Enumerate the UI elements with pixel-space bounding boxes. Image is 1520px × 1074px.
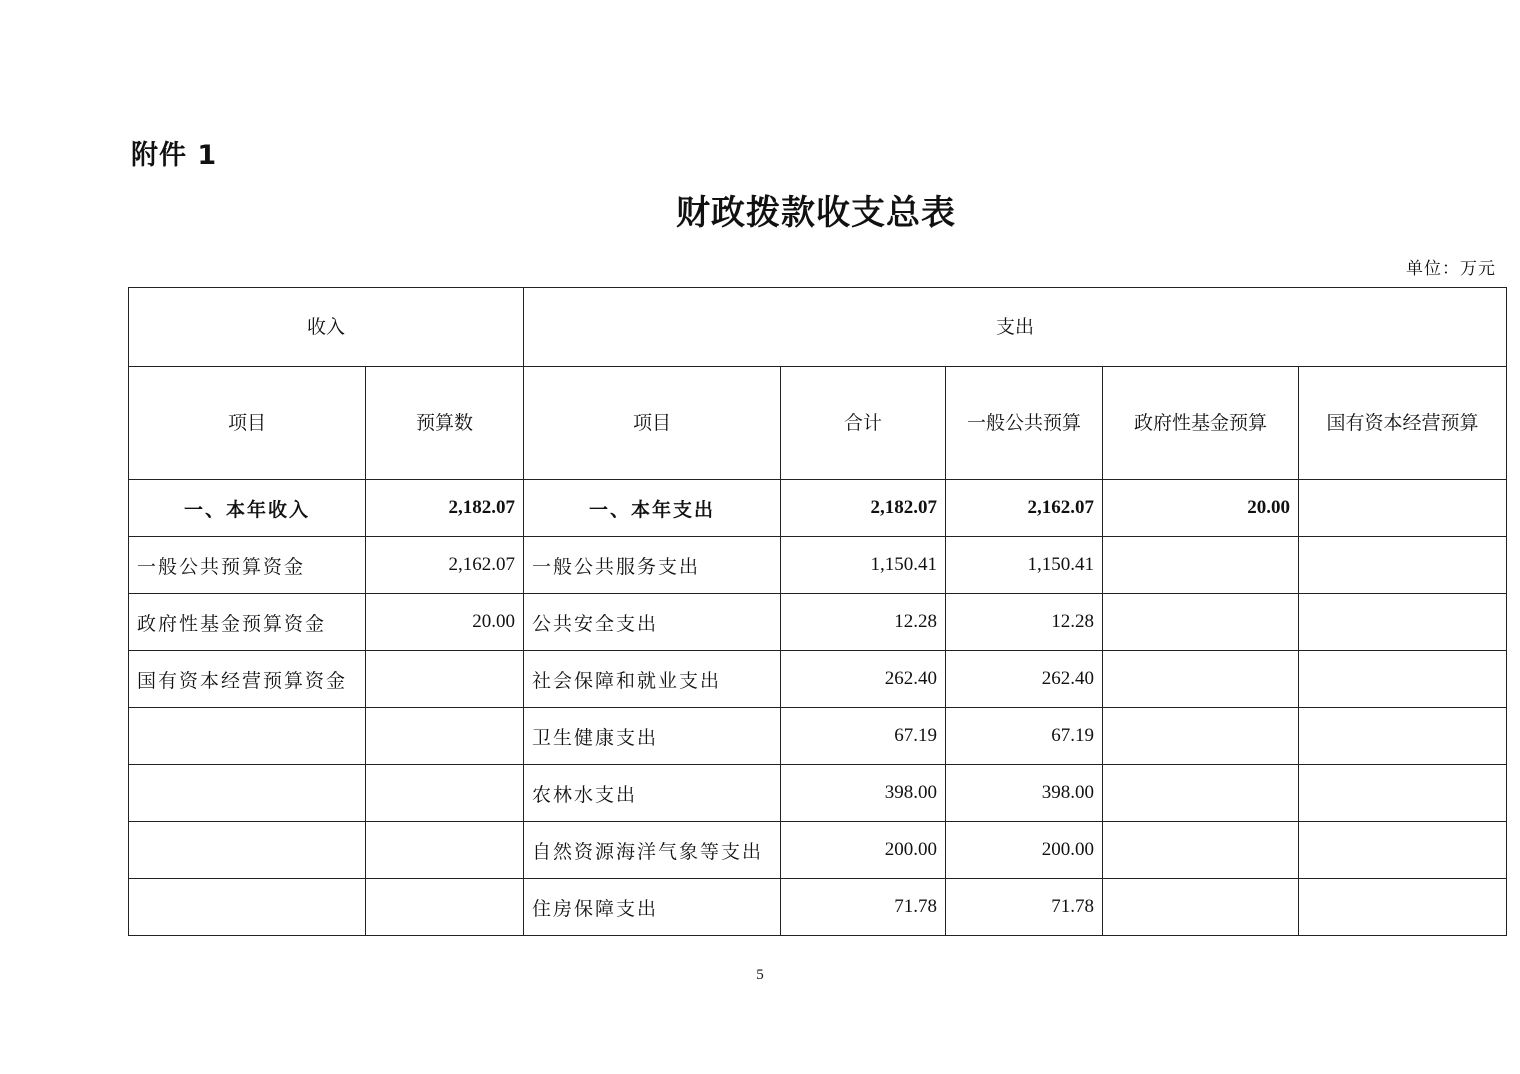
total-cell: 71.78 (781, 879, 946, 936)
total-cell: 12.28 (781, 594, 946, 651)
general-cell: 67.19 (946, 708, 1103, 765)
income-item-cell (129, 765, 366, 822)
total-cell: 200.00 (781, 822, 946, 879)
table-row (129, 765, 1507, 822)
fund-cell (1103, 765, 1299, 822)
total-cell: 2,182.07 (781, 480, 946, 537)
unit-label: 单位：万元 (1406, 259, 1496, 279)
group-header-row (129, 288, 1507, 367)
expense-group-header: 支出 (524, 288, 1507, 367)
col-header-expense-item: 项目 (524, 367, 781, 480)
table-row (129, 537, 1507, 594)
fund-cell (1103, 879, 1299, 936)
general-cell: 1,150.41 (946, 537, 1103, 594)
general-cell: 12.28 (946, 594, 1103, 651)
total-cell: 398.00 (781, 765, 946, 822)
fund-cell (1103, 651, 1299, 708)
state-cell (1299, 765, 1507, 822)
table-row (129, 879, 1507, 936)
state-cell (1299, 651, 1507, 708)
fund-cell (1103, 537, 1299, 594)
state-cell (1299, 480, 1507, 537)
table-row (129, 822, 1507, 879)
table-row (129, 480, 1507, 537)
income-item-cell: 国有资本经营预算资金 (129, 651, 366, 708)
expense-item-cell: 农林水支出 (524, 765, 781, 822)
total-cell: 262.40 (781, 651, 946, 708)
fund-cell (1103, 822, 1299, 879)
table-row (129, 651, 1507, 708)
income-item-cell (129, 708, 366, 765)
page-number: 5 (756, 967, 764, 983)
general-cell: 71.78 (946, 879, 1103, 936)
col-header-income-budget: 预算数 (366, 367, 524, 480)
col-header-general: 一般公共预算 (946, 367, 1103, 480)
attachment-label: 附件 1 (131, 140, 218, 171)
total-cell: 67.19 (781, 708, 946, 765)
income-budget-cell (366, 651, 524, 708)
expense-item-cell: 自然资源海洋气象等支出 (524, 822, 781, 879)
income-budget-cell (366, 822, 524, 879)
income-item-cell: 一般公共预算资金 (129, 537, 366, 594)
income-budget-cell (366, 765, 524, 822)
state-cell (1299, 879, 1507, 936)
table-row (129, 708, 1507, 765)
fund-cell (1103, 708, 1299, 765)
col-header-state: 国有资本经营预算 (1299, 367, 1507, 480)
col-header-total: 合计 (781, 367, 946, 480)
income-item-cell (129, 879, 366, 936)
expense-item-cell: 一般公共服务支出 (524, 537, 781, 594)
income-budget-cell: 2,162.07 (366, 537, 524, 594)
income-group-header: 收入 (129, 288, 524, 367)
income-budget-cell (366, 708, 524, 765)
state-cell (1299, 822, 1507, 879)
col-header-fund: 政府性基金预算 (1103, 367, 1299, 480)
expense-item-cell: 公共安全支出 (524, 594, 781, 651)
total-cell: 1,150.41 (781, 537, 946, 594)
expense-item-cell: 卫生健康支出 (524, 708, 781, 765)
fund-cell (1103, 594, 1299, 651)
state-cell (1299, 594, 1507, 651)
expense-item-cell: 一、本年支出 (524, 480, 781, 537)
budget-table (128, 287, 1507, 936)
table-row (129, 594, 1507, 651)
fund-cell: 20.00 (1103, 480, 1299, 537)
column-header-row (129, 367, 1507, 480)
col-header-income-item: 项目 (129, 367, 366, 480)
general-cell: 398.00 (946, 765, 1103, 822)
income-budget-cell (366, 879, 524, 936)
expense-item-cell: 社会保障和就业支出 (524, 651, 781, 708)
general-cell: 262.40 (946, 651, 1103, 708)
income-item-cell (129, 822, 366, 879)
income-item-cell: 政府性基金预算资金 (129, 594, 366, 651)
income-budget-cell: 2,182.07 (366, 480, 524, 537)
income-item-cell: 一、本年收入 (129, 480, 366, 537)
state-cell (1299, 537, 1507, 594)
general-cell: 2,162.07 (946, 480, 1103, 537)
state-cell (1299, 708, 1507, 765)
expense-item-cell: 住房保障支出 (524, 879, 781, 936)
page-title: 财政拨款收支总表 (676, 193, 956, 233)
income-budget-cell: 20.00 (366, 594, 524, 651)
general-cell: 200.00 (946, 822, 1103, 879)
